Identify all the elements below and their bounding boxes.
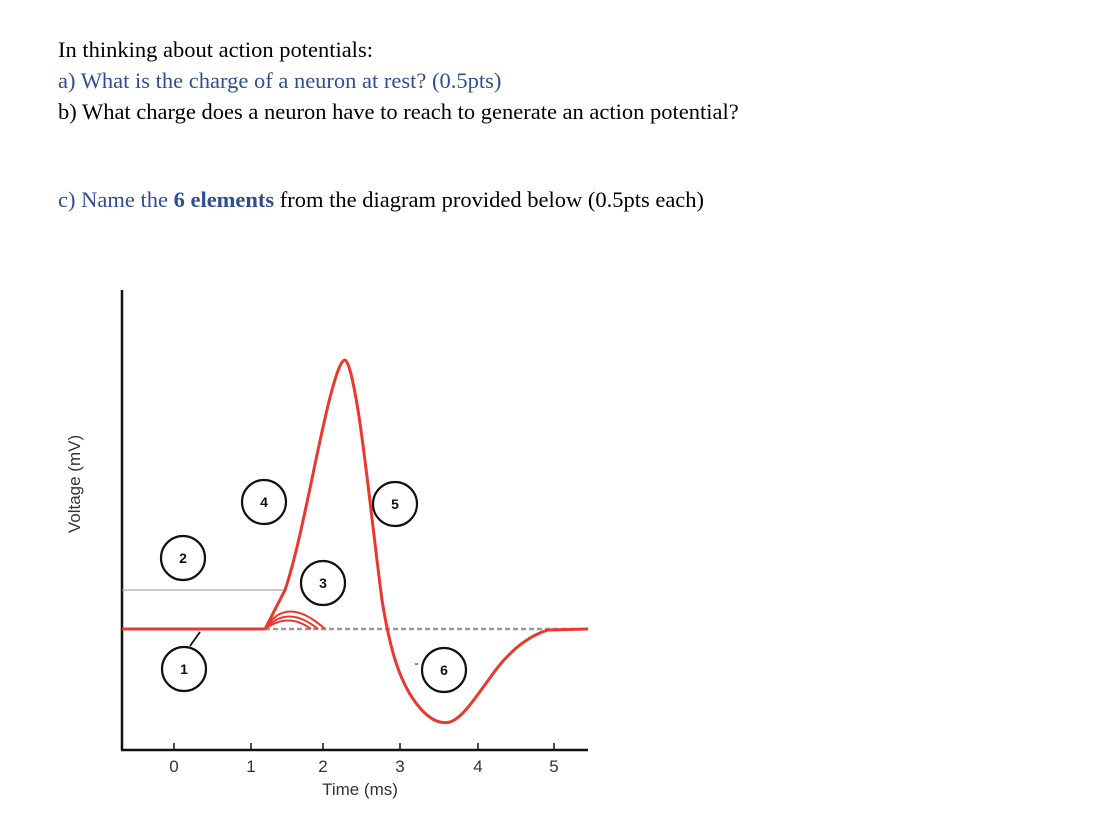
marker-1-pointer bbox=[190, 632, 200, 646]
marker-2-number: 2 bbox=[179, 550, 187, 566]
marker-6-number: 6 bbox=[440, 662, 448, 678]
marker-6 bbox=[422, 648, 466, 692]
marker-3-number: 3 bbox=[319, 575, 327, 591]
x-tick-label-5: 5 bbox=[549, 757, 559, 776]
x-tick-label-2: 2 bbox=[318, 757, 328, 776]
part-c-prefix: c) Name the bbox=[58, 187, 174, 212]
part-c-suffix: from the diagram provided below (0.5pts each) bbox=[274, 187, 705, 212]
marker-1 bbox=[162, 647, 206, 691]
marker-1-number: 1 bbox=[180, 661, 188, 677]
marker-5-number: 5 bbox=[391, 496, 399, 512]
marker-3 bbox=[301, 561, 345, 605]
marker-5 bbox=[373, 482, 417, 526]
part-c-bold: 6 elements bbox=[173, 187, 275, 212]
question-part-b: b) What charge does a neuron have to reach to generate an action potential? bbox=[58, 99, 739, 124]
x-tick-label-0: 0 bbox=[169, 757, 179, 776]
y-axis-label: Voltage (mV) bbox=[65, 434, 84, 534]
x-tick-label-4: 4 bbox=[473, 757, 483, 776]
x-tick-label-1: 1 bbox=[246, 757, 256, 776]
question-intro: In thinking about action potentials: bbox=[58, 37, 373, 62]
x-axis-label: Time (ms) bbox=[322, 780, 398, 799]
marker-4-number: 4 bbox=[260, 494, 268, 510]
marker-4 bbox=[242, 480, 286, 524]
question-part-a: a) What is the charge of a neuron at rest? (0.5pts) bbox=[58, 68, 502, 93]
x-tick-label-3: 3 bbox=[395, 757, 405, 776]
marker-2 bbox=[161, 536, 205, 580]
